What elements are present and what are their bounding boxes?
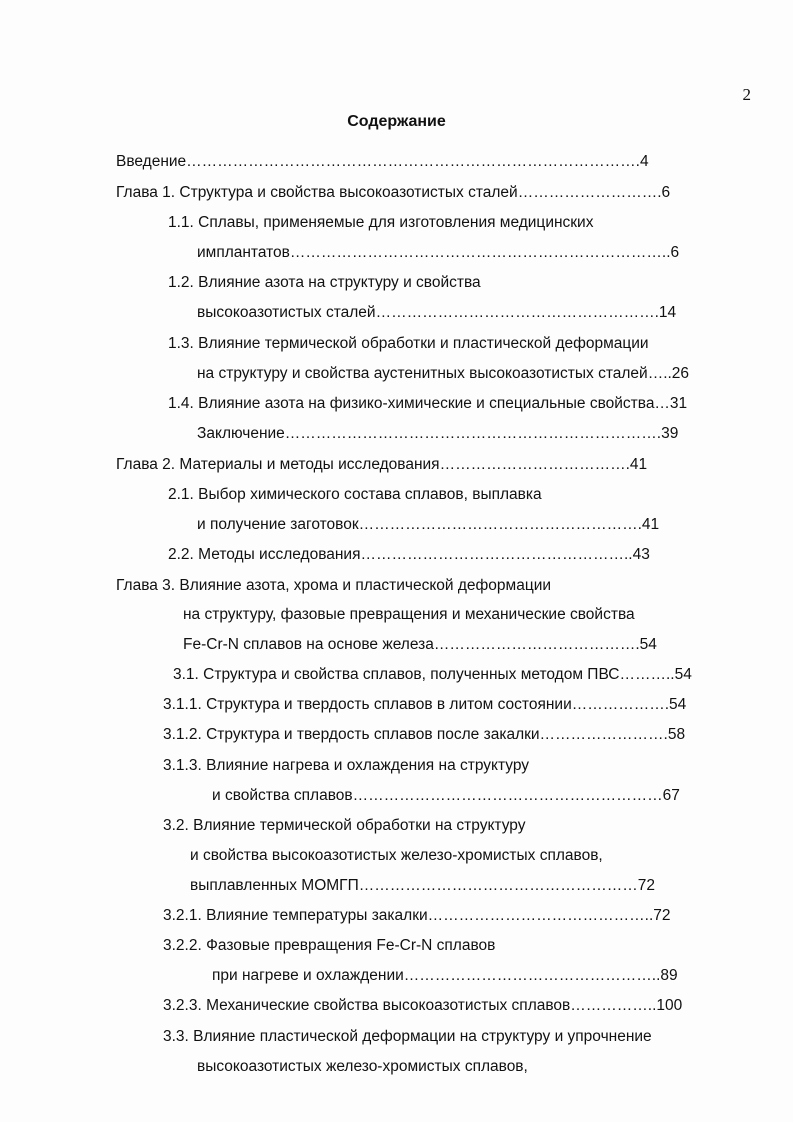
toc-line: на структуру, фазовые превращения и механические свойства [183, 606, 635, 623]
toc-line: Fe-Cr-N сплавов на основе железа………………………………….54 [183, 636, 657, 653]
toc-line: 1.1. Сплавы, применяемые для изготовления медицинских [168, 214, 594, 231]
toc-line: 3.2.3. Механические свойства высокоазотистых сплавов……………..100 [163, 997, 683, 1014]
toc-line: 3.2.1. Влияние температуры закалки……………………………………..72 [163, 907, 671, 924]
toc-line: 3.1.1. Структура и твердость сплавов в литом состоянии……………….54 [163, 696, 687, 713]
toc-line: и свойства высокоазотистых железо-хромистых сплавов, [190, 847, 603, 864]
toc-line: 3.2.2. Фазовые превращения Fe-Cr-N сплавов [163, 937, 496, 954]
toc-line: Заключение……………………………………………………………….39 [197, 425, 679, 442]
toc-line: 3.1.3. Влияние нагрева и охлаждения на структуру [163, 757, 530, 774]
toc-line: и получение заготовок……………………………………………….41 [197, 516, 660, 533]
toc-line: 2.1. Выбор химического состава сплавов, выплавка [168, 486, 542, 503]
toc-line: 3.1.2. Структура и твердость сплавов после закалки…………………….58 [163, 726, 686, 743]
toc-line: на структуру и свойства аустенитных высокоазотистых сталей…..26 [197, 365, 690, 382]
toc-line: Глава 3. Влияние азота, хрома и пластической деформации [116, 577, 552, 594]
toc-line: имплантатов………………………………………………………………..6 [197, 244, 680, 261]
toc-line: 1.3. Влияние термической обработки и пластической деформации [168, 335, 649, 352]
page-title: Содержание [347, 113, 446, 130]
toc-line: высокоазотистых сталей……………………………………………….14 [197, 304, 677, 321]
toc-line: при нагреве и охлаждении…………………………………………..89 [212, 967, 678, 984]
toc-line: Глава 1. Структура и свойства высокоазотистых сталей……………………….6 [116, 184, 671, 201]
toc-line: 3.1. Структура и свойства сплавов, полученных методом ПВС………..54 [173, 666, 692, 683]
toc-line: Введение…………………………………………………………………………….4 [116, 153, 649, 170]
toc-line: 1.4. Влияние азота на физико-химические и специальные свойства…31 [168, 395, 688, 412]
toc-line: 3.2. Влияние термической обработки на структуру [163, 817, 526, 834]
toc-line: и свойства сплавов……………………………………………………67 [212, 787, 680, 804]
toc-line: выплавленных МОМГП………………………………………………72 [190, 877, 655, 894]
toc-line: Глава 2. Материалы и методы исследования……………………………….41 [116, 456, 648, 473]
toc-line: 2.2. Методы исследования……………………………………………..43 [168, 546, 650, 563]
page-number: 2 [742, 85, 751, 104]
toc-line: высокоазотистых железо-хромистых сплавов, [197, 1058, 528, 1075]
toc-line: 1.2. Влияние азота на структуру и свойства [168, 274, 481, 291]
toc-line: 3.3. Влияние пластической деформации на структуру и упрочнение [163, 1028, 652, 1045]
